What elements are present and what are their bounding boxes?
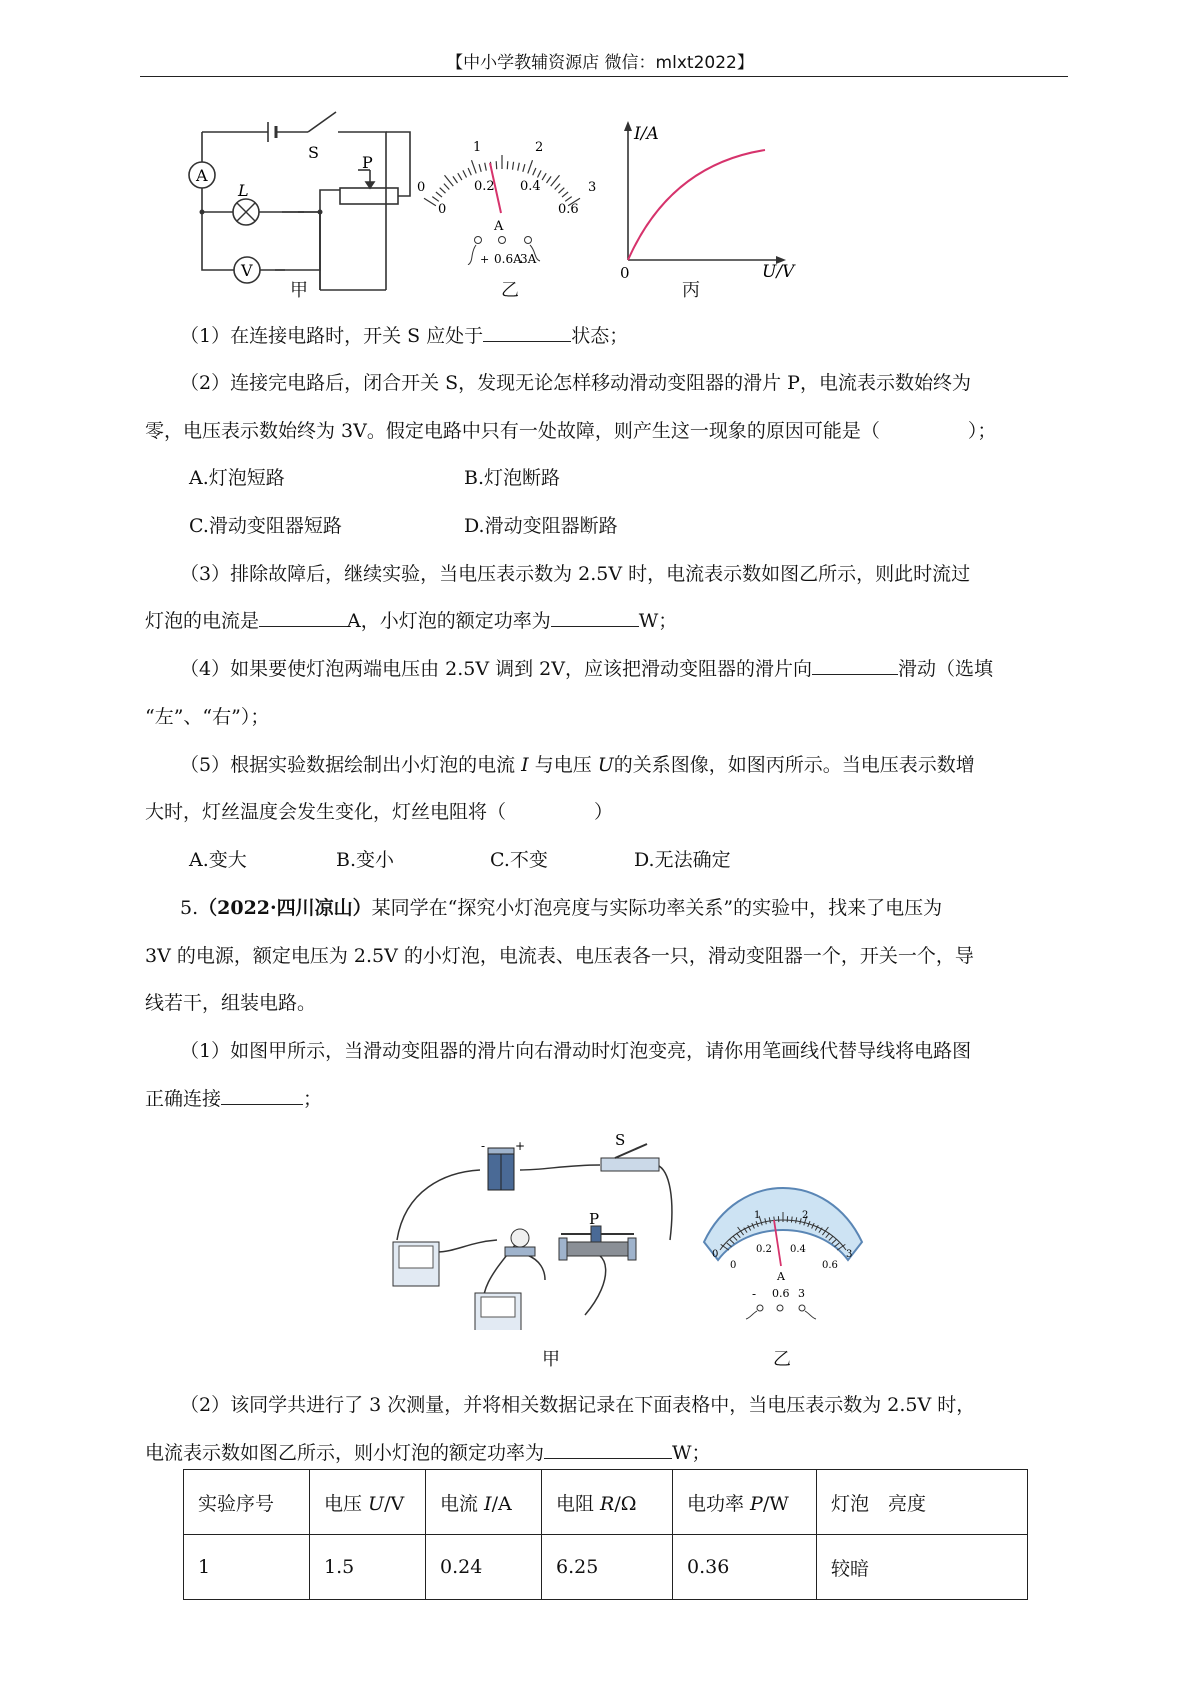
q4-s5-text-b: 与电压 (534, 754, 592, 776)
q4-s2-text: 零，电压表示数始终为 3V。假定电路中只有一处故障，则产生这一现象的原因可能是（ (145, 420, 880, 442)
answer-blank[interactable] (544, 1440, 672, 1459)
lamp-label: L (238, 181, 249, 200)
battery-cell (501, 1152, 514, 1190)
table-cell: 6.25 (542, 1535, 673, 1600)
iu-curve (628, 150, 765, 260)
header-text: 电压 (324, 1492, 369, 1515)
meter-unit: A (777, 1270, 785, 1283)
slider-p-label: P (589, 1210, 600, 1228)
q4-s5-line2 (145, 799, 613, 825)
table-cell: 1 (184, 1535, 310, 1600)
meter-terminal-06: 0.6 (772, 1287, 790, 1300)
header-var: P (750, 1492, 763, 1515)
dial-top-3: 3 (588, 180, 597, 195)
q4-s2-option-a[interactable]: A.灯泡短路 (189, 467, 285, 489)
answer-blank[interactable] (812, 656, 898, 675)
q5-s2-line2 (145, 1440, 711, 1466)
meter-top-3: 3 (846, 1249, 853, 1260)
table-cell: 较暗 (817, 1535, 1028, 1600)
meter-bottom-3: 0.6 (822, 1260, 838, 1271)
ammeter-label: A (196, 166, 208, 185)
battery-plus: + (515, 1139, 526, 1153)
dial-tick (513, 162, 514, 170)
meter-terminal-minus: - (752, 1287, 757, 1301)
circuit-diagram-jia (180, 100, 420, 300)
dial-tick (547, 176, 552, 183)
ammeter-dial-yi (410, 135, 610, 265)
q4-s2-line1: （2）连接完电路后，闭合开关 S，发现无论怎样移动滑动变阻器的滑片 P，电流表示数始终为 (180, 372, 971, 394)
dial-bottom-2: 0.4 (520, 179, 541, 194)
q4-s2-line2 (145, 418, 996, 444)
dial-tick (463, 170, 467, 177)
q4-s3-text: 灯泡的电流是 (145, 610, 260, 632)
dial-tick (562, 192, 568, 197)
answer-blank[interactable] (483, 323, 571, 342)
caption-jia: 甲 (290, 280, 308, 301)
dial-tick (551, 175, 560, 186)
q4-s5-option-b[interactable]: B.变小 (336, 849, 395, 871)
q5-intro-text: 某同学在“探究小灯泡亮度与实际功率关系”的实验中，找来了电压为 (371, 897, 943, 919)
dial-tick (458, 173, 462, 180)
q4-s5-tail: ） (594, 801, 614, 823)
header-text: 灯泡 亮度 (831, 1492, 927, 1515)
dial-tick (518, 163, 520, 171)
graph-x-axis-label: U/V (762, 262, 795, 282)
q4-s5-line1 (180, 752, 975, 778)
table-header-row (184, 1470, 1028, 1535)
meter-bottom-2: 0.4 (790, 1244, 806, 1255)
dial-tick (479, 164, 481, 172)
table-header-cell (817, 1470, 1028, 1535)
header-rule (140, 76, 1068, 77)
q4-s3-mid: A，小灯泡的额定功率为 (347, 610, 551, 632)
graph-origin: 0 (620, 264, 630, 282)
header-var: R (600, 1492, 615, 1515)
meter-bottom-0: 0 (730, 1260, 737, 1271)
terminal-plus: + (480, 253, 490, 265)
table-header-cell (426, 1470, 542, 1535)
header-text: 实验序号 (198, 1492, 275, 1515)
q4-s4-line1 (180, 656, 993, 682)
meter-top-1: 1 (754, 1210, 761, 1221)
graph-y-axis-label: I/A (634, 124, 659, 144)
ammeter-face-yi (698, 1180, 868, 1320)
voltmeter-label: V (241, 261, 253, 280)
dial-tick (496, 161, 497, 169)
dial-tick (432, 197, 439, 202)
header-unit: /A (491, 1492, 512, 1515)
dial-tick (507, 161, 508, 169)
dial-tick (453, 176, 458, 183)
q4-s5-option-d[interactable]: D.无法确定 (634, 849, 731, 871)
q5-source: （2022·四川凉山） (198, 897, 372, 919)
dial-tick (533, 168, 536, 175)
table-cell: 0.36 (673, 1535, 817, 1600)
terminal-3a: 3A (520, 252, 537, 265)
dial-bottom-0: 0 (438, 202, 447, 217)
dial-top-1: 1 (473, 140, 482, 155)
table-header-cell (310, 1470, 426, 1535)
header-unit: /V (384, 1492, 405, 1515)
meter-top-0: 0 (712, 1249, 719, 1260)
dial-tick (565, 197, 572, 202)
dial-top-2: 2 (535, 140, 544, 155)
table-row (184, 1535, 1028, 1600)
dial-tick (472, 160, 477, 173)
table-cell: 1.5 (310, 1535, 426, 1600)
dial-tick (538, 170, 542, 177)
header-var: U (368, 1492, 385, 1515)
q4-s5-text: 大时，灯丝温度会发生变化，灯丝电阻将（ (145, 801, 507, 823)
table-header-cell (542, 1470, 673, 1535)
q4-s3-tail: W； (638, 610, 678, 632)
dial-tick (485, 163, 487, 171)
terminal-06a: 0.6A (494, 252, 522, 265)
q4-s5-option-c[interactable]: C.不变 (490, 849, 548, 871)
q4-s3-line1: （3）排除故障后，继续实验，当电压表示数为 2.5V 时，电流表示数如图乙所示，则此时流过 (180, 563, 971, 585)
q5-s1-tail: ； (303, 1088, 323, 1110)
battery-minus: - (481, 1139, 486, 1153)
dial-bottom-3: 0.6 (558, 202, 579, 217)
dial-tick (445, 175, 454, 186)
switch-label: S (308, 143, 319, 162)
q5-number: 5. (180, 897, 199, 919)
battery-cell (488, 1152, 501, 1190)
var-u: U (597, 754, 614, 776)
q5-s2-tail: W； (672, 1442, 711, 1464)
dial-tick (523, 164, 525, 172)
meter-terminal-3: 3 (798, 1287, 805, 1300)
header-text: 电功率 (687, 1492, 751, 1515)
q4-s2-option-c[interactable]: C.滑动变阻器短路 (189, 515, 342, 537)
page-header: 【中小学教辅资源店 微信：mlxt2022】 (446, 53, 754, 73)
q4-s4-line2: “左”、“右”）； (145, 706, 270, 728)
q4-s1 (180, 323, 628, 349)
dial-tick (440, 188, 446, 194)
q5-intro-line2: 3V 的电源，额定电压为 2.5V 的小灯泡，电流表、电压表各一只，滑动变阻器一个，开关一个，导 (145, 945, 974, 967)
header-var: I (484, 1492, 492, 1515)
dial-tick (559, 188, 565, 194)
lamp-bulb (511, 1229, 529, 1247)
slider-label: P (362, 153, 373, 172)
q4-s2-tail: ）； (967, 420, 997, 442)
caption-bing: 丙 (682, 280, 700, 301)
caption-q5-jia: 甲 (542, 1349, 560, 1370)
q4-s2-option-b[interactable]: B.灯泡断路 (464, 467, 561, 489)
q4-s5-text-a: （5）根据实验数据绘制出小灯泡的电流 (180, 754, 516, 776)
q4-s5-text-c: 的关系图像，如图丙所示。当电压表示数增 (613, 754, 975, 776)
iu-graph-bing (610, 115, 810, 285)
dial-tick (468, 168, 471, 175)
physical-circuit-jia (385, 1130, 685, 1330)
dial-unit: A (494, 219, 504, 234)
table-header-cell (184, 1470, 310, 1535)
q4-s4-text: （4）如果要使灯泡两端电压由 2.5V 调到 2V，应该把滑动变阻器的滑片向 (180, 658, 812, 680)
q4-s2-option-d[interactable]: D.滑动变阻器断路 (464, 515, 618, 537)
data-table (183, 1469, 1028, 1600)
table-header-cell (673, 1470, 817, 1535)
q5-s2-line1: （2）该同学共进行了 3 次测量，并将相关数据记录在下面表格中，当电压表示数为 2.5V 时， (180, 1394, 976, 1416)
q5-s1-text: 正确连接 (145, 1088, 222, 1110)
caption-yi: 乙 (501, 280, 519, 301)
q5-s2-text: 电流表示数如图乙所示，则小灯泡的额定功率为 (145, 1442, 545, 1464)
dial-tick (424, 198, 436, 206)
q4-s5-option-a[interactable]: A.变大 (189, 849, 247, 871)
q4-s1-text: （1）在连接电路时，开关 S 应处于 (180, 325, 484, 347)
switch-base (601, 1158, 659, 1171)
dial-top-0: 0 (417, 180, 426, 195)
q4-s3-line2 (145, 608, 677, 634)
var-i: I (521, 754, 529, 776)
q5-intro-line1 (180, 895, 942, 921)
dial-tick (542, 173, 546, 180)
header-text: 电流 (440, 1492, 485, 1515)
q4-s1-tail: 状态； (571, 325, 629, 347)
header-text: 电阻 (556, 1492, 601, 1515)
q5-s1-line2 (145, 1086, 322, 1112)
caption-q5-yi: 乙 (773, 1349, 791, 1370)
q4-s4-tail: 滑动（选填 (897, 658, 993, 680)
dial-tick (444, 184, 449, 190)
meter-bottom-1: 0.2 (756, 1244, 772, 1255)
q5-intro-line3: 线若干，组装电路。 (145, 992, 317, 1014)
header-unit: /Ω (614, 1492, 637, 1515)
answer-blank[interactable] (259, 608, 347, 627)
table-cell: 0.24 (426, 1535, 542, 1600)
answer-blank[interactable] (221, 1086, 303, 1105)
dial-tick (555, 184, 560, 190)
rheostat (565, 1242, 630, 1256)
meter-top-2: 2 (802, 1210, 809, 1221)
dial-bottom-1: 0.2 (474, 179, 495, 194)
switch-s-label: S (615, 1131, 626, 1149)
q5-s1-line1: （1）如图甲所示，当滑动变阻器的滑片向右滑动时灯泡变亮，请你用笔画线代替导线将电路图 (180, 1040, 972, 1062)
header-unit: /W (762, 1492, 789, 1515)
dial-tick (528, 160, 533, 173)
dial-tick (436, 192, 442, 197)
answer-blank[interactable] (551, 608, 639, 627)
